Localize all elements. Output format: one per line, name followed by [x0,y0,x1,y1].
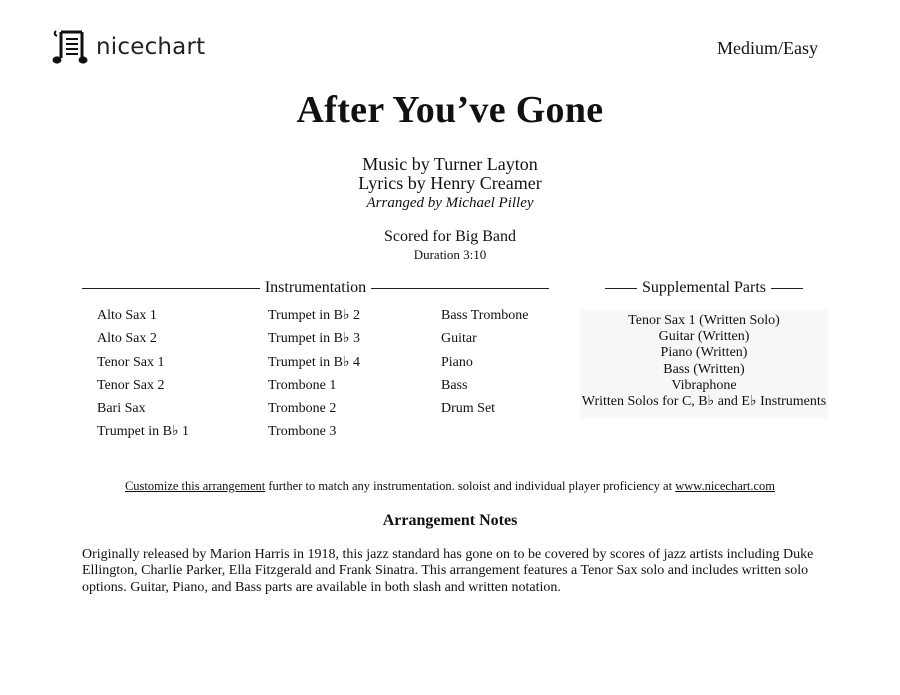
instrument-item: Trumpet in B♭ 1 [97,424,190,440]
instrument-item: Alto Sax 2 [97,331,157,347]
instrument-item: Trumpet in B♭ 4 [268,354,361,370]
supplemental-item: Bass (Written) [663,361,745,377]
supplemental-item: Written Solos for C, B♭ and E♭ Instruments [581,393,827,409]
instrument-item: Bass Trombone [441,308,529,323]
instrumentation-heading [82,279,549,297]
instrument-item: Alto Sax 1 [97,308,157,323]
heading-rule [605,288,637,289]
customize-note [0,479,900,494]
instrument-item: Guitar [441,331,477,347]
lyrics-credit: Lyrics by Henry Creamer [358,173,542,193]
instrument-column-3 [441,304,529,420]
customize-text: further to match any instrumentation. soloist and individual player proficiency at [265,479,676,493]
difficulty-level: Medium/Easy [717,38,818,58]
heading-rule [771,288,803,289]
supplemental-item: Vibraphone [671,377,737,393]
supplemental-heading [605,279,803,297]
brand-logo[interactable] [52,28,205,66]
arranger-credit: Arranged by Michael Pilley [366,195,534,211]
instrument-item: Trumpet in B♭ 2 [268,308,361,323]
scored-for: Scored for Big Band [384,228,516,245]
supplemental-item: Tenor Sax 1 (Written Solo) [628,313,780,328]
arrangement-notes-heading: Arrangement Notes [382,512,518,529]
arrangement-notes-body: Originally released by Marion Harris in 1918, this jazz standard has gone on to be covered by scores of jazz artists including Duke Ellington, Charlie Parker, Ella Fitzgerald and Frank Sinatra. This arrangement features a Tenor Sax solo and includes written solo options. Guitar, Piano, and Bass parts are available in both slash and written notation. [82,547,814,595]
instrument-column-1 [97,304,189,444]
music-credit: Music by Turner Layton [362,154,538,174]
supplemental-heading-label: Supplemental Parts [642,279,766,296]
instrument-item: Bass [441,377,468,393]
instrument-item: Tenor Sax 2 [97,377,165,393]
heading-rule [371,288,549,289]
website-link[interactable]: www.nicechart.com [675,479,776,493]
page-title: After You’ve Gone [296,89,604,131]
supplemental-item: Guitar (Written) [658,329,750,345]
score-music-note-icon [52,28,88,66]
instrument-item: Drum Set [441,401,496,417]
instrument-item: Piano [441,354,473,370]
instrument-item: Trombone 1 [268,377,337,393]
customize-link[interactable]: Customize this arrangement [124,479,266,493]
instrument-item: Tenor Sax 1 [97,354,165,370]
instrument-column-2 [268,304,360,444]
brand-name: nicechart [96,34,206,60]
instrument-item: Trumpet in B♭ 3 [268,331,361,347]
heading-rule [82,288,260,289]
supplemental-item: Piano (Written) [660,345,748,361]
supplemental-list [580,313,828,410]
instrument-item: Trombone 2 [268,401,337,417]
duration: Duration 3:10 [413,247,487,262]
instrumentation-heading-label: Instrumentation [264,279,367,296]
instrument-item: Bari Sax [97,401,146,417]
instrument-item: Trombone 3 [268,424,337,440]
